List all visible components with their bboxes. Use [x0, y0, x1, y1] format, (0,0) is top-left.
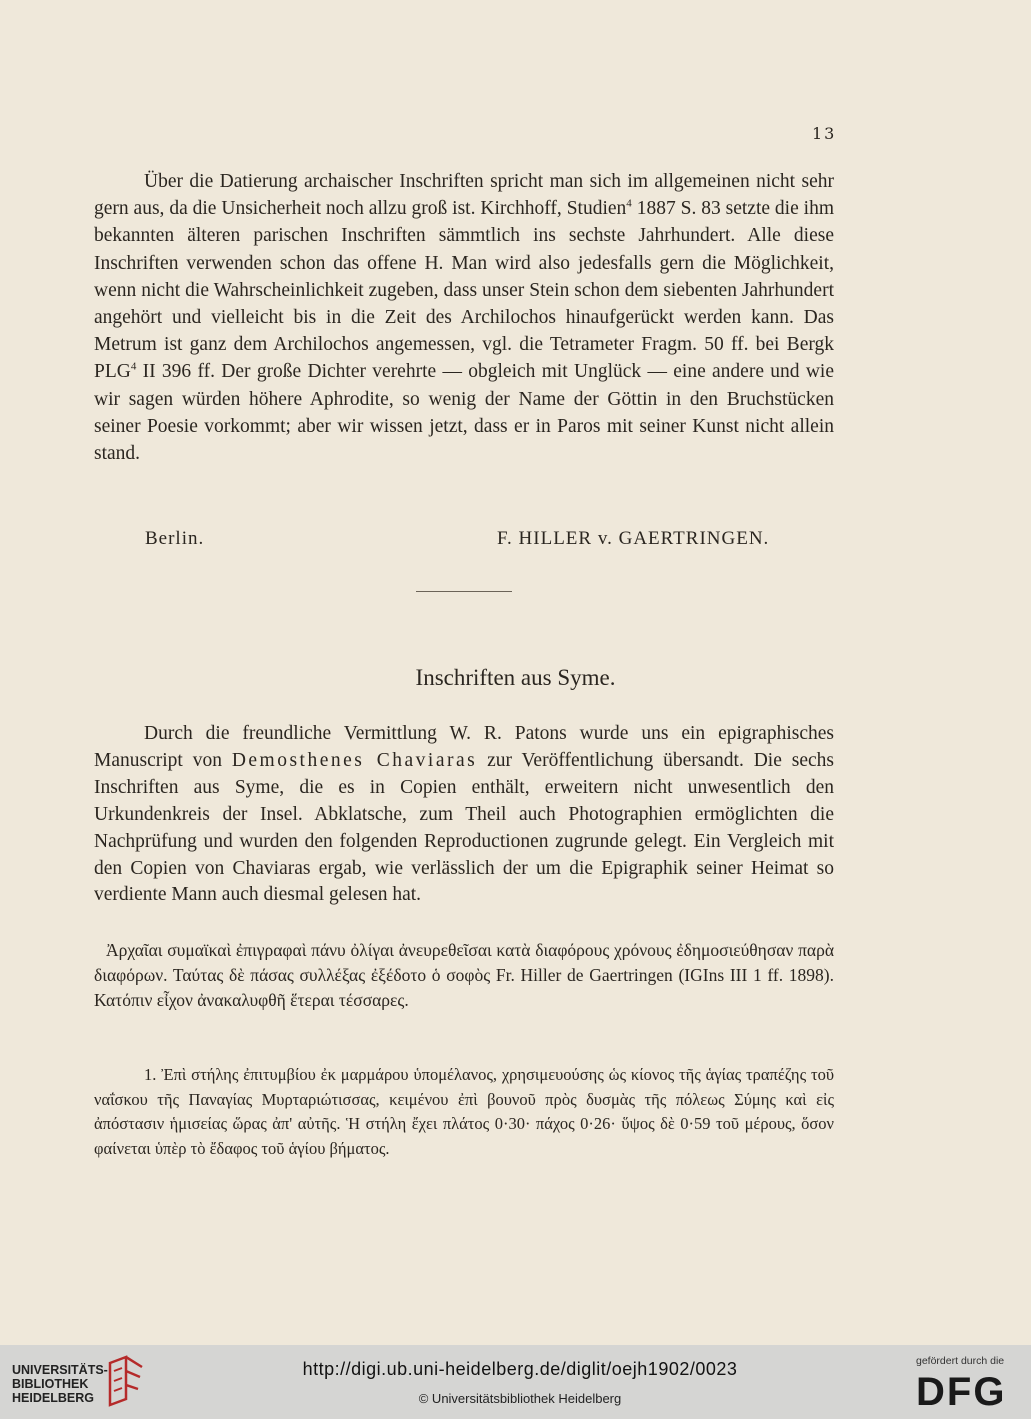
- footer-bar: [0, 1345, 1031, 1419]
- section-divider: [416, 591, 512, 592]
- superscript: 4: [626, 197, 632, 210]
- spaced-name: Demosthenes Chaviaras: [231, 749, 478, 771]
- library-name: [12, 1363, 108, 1405]
- permalink-url[interactable]: http://digi.ub.uni-heidelberg.de/diglit/oejh1902/0023: [302, 1359, 738, 1379]
- paragraph-greek-item-1: 1. Ἐπὶ στήλης ἐπιτυμβίου ἐκ μαρμάρου ὑπομέλανος, χρησιμευούσης ὡς κίονος τῆς ἁγίας τραπέζης τοῦ ναΐσκου τῆς Παναγίας Μυρταριώτισσας, κειμένου ἐπὶ βουνοῦ πρὸς δυσμὰς τῆς πόλεως Σύμης καὶ εἰς ἀπόστασιν ἡμισείας ὥρας ἀπ' αὐτῆς. Ἡ στήλη ἔχει πλάτος 0·30· πάχος 0·26· ὕψος δὲ 0·59 τοῦ μέρους, ὅσον φαίνεται ὑπὲρ τὸ ἔδαφος τοῦ ἁγίου βήματος.: [94, 1065, 834, 1158]
- paragraph-datierung: [94, 168, 834, 467]
- paragraph-text: II 396 ff. Der große Dichter verehrte — obgleich mit Unglück — eine andere und wie wir sagen würden höhere Aphrodite, so wenig der Name der Göttin in den Bruchstücken seiner Poesie vorkommt; aber wir wissen jetzt, dass er in Paros mit seiner Kunst nicht allein stand.: [94, 361, 834, 465]
- paragraph-text: 1887 S. 83 setzte die ihm bekannten älteren parischen Inschriften sämmtlich ins sechste Jahrhundert. Alle diese Inschriften verwenden schon das offene H. Man wird also jedesfalls gern die Möglichkeit, wenn nicht die Wahrscheinlichkeit zugeben, dass unser Stein schon dem siebenten Jahrhundert angehört und vielleicht bis in die Zeit des Archilochos hinaufgerückt werden kann. Das Metrum ist ganz dem Archilochos angemessen, vgl. die Tetrameter Fragm. 50 ff. bei Bergk PLG: [94, 198, 834, 383]
- library-logo-icon: [104, 1355, 144, 1407]
- signature-author: F. HILLER v. GAERTRINGEN.: [497, 528, 770, 549]
- paragraph-greek-intro: Ἀρχαῖαι συμαϊκαὶ ἐπιγραφαὶ πάνυ ὀλίγαι ἀνευρεθεῖσαι κατὰ διαφόρους χρόνους ἐδημοσιεύθησαν παρὰ διαφόρων. Ταύτας δὲ πάσας συλλέξας ἐξέδοτο ὁ σοφὸς Fr. Hiller de Gaertringen (IGIns III 1 ff. 1898). Κατόπιν εἶχον ἀνακαλυφθῆ ἕτεραι τέσσαρες.: [94, 940, 834, 1010]
- library-name-line: BIBLIOTHEK: [12, 1377, 89, 1391]
- copyright-notice: © Universitätsbibliothek Heidelberg: [418, 1391, 622, 1406]
- dfg-logo-icon: [916, 1369, 1016, 1411]
- superscript: 4: [130, 360, 137, 373]
- signature-place: Berlin.: [145, 528, 205, 549]
- page-number: 13: [812, 124, 837, 143]
- paragraph-text: Durch die freundliche Vermittlung W. R. Patons wurde uns ein epigraphisches Manuscript von: [94, 723, 834, 771]
- section-title: Inschriften aus Syme.: [415, 665, 616, 690]
- library-name-line: UNIVERSITÄTS-: [12, 1363, 108, 1377]
- paragraph-intro: [94, 721, 834, 909]
- dfg-logo-text: DFG: [916, 1370, 1007, 1411]
- paragraph-text: Über die Datierung archaischer Inschriften spricht man sich im allgemeinen nicht sehr gern aus, da die Unsicherheit noch allzu groß ist. Kirchhoff, Studien: [94, 171, 834, 220]
- funding-caption: gefördert durch die: [916, 1355, 1005, 1367]
- library-name-line: HEIDELBERG: [12, 1391, 94, 1405]
- paragraph-text: zur Veröffentlichung übersandt. Die sechs Inschriften aus Syme, die es in Copien enthält, erweitern nicht unwesentlich den Urkundenkreis der Insel. Abklatsche, zum Theil auch Photographien ermöglichten die Nachprüfung und wurden den folgenden Reproductionen zugrunde gelegt. Ein Vergleich mit den Copien von Chaviaras ergab, wie verlässlich der um die Epigraphik seiner Heimat so verdiente Mann auch diesmal gelesen hat.: [94, 749, 834, 906]
